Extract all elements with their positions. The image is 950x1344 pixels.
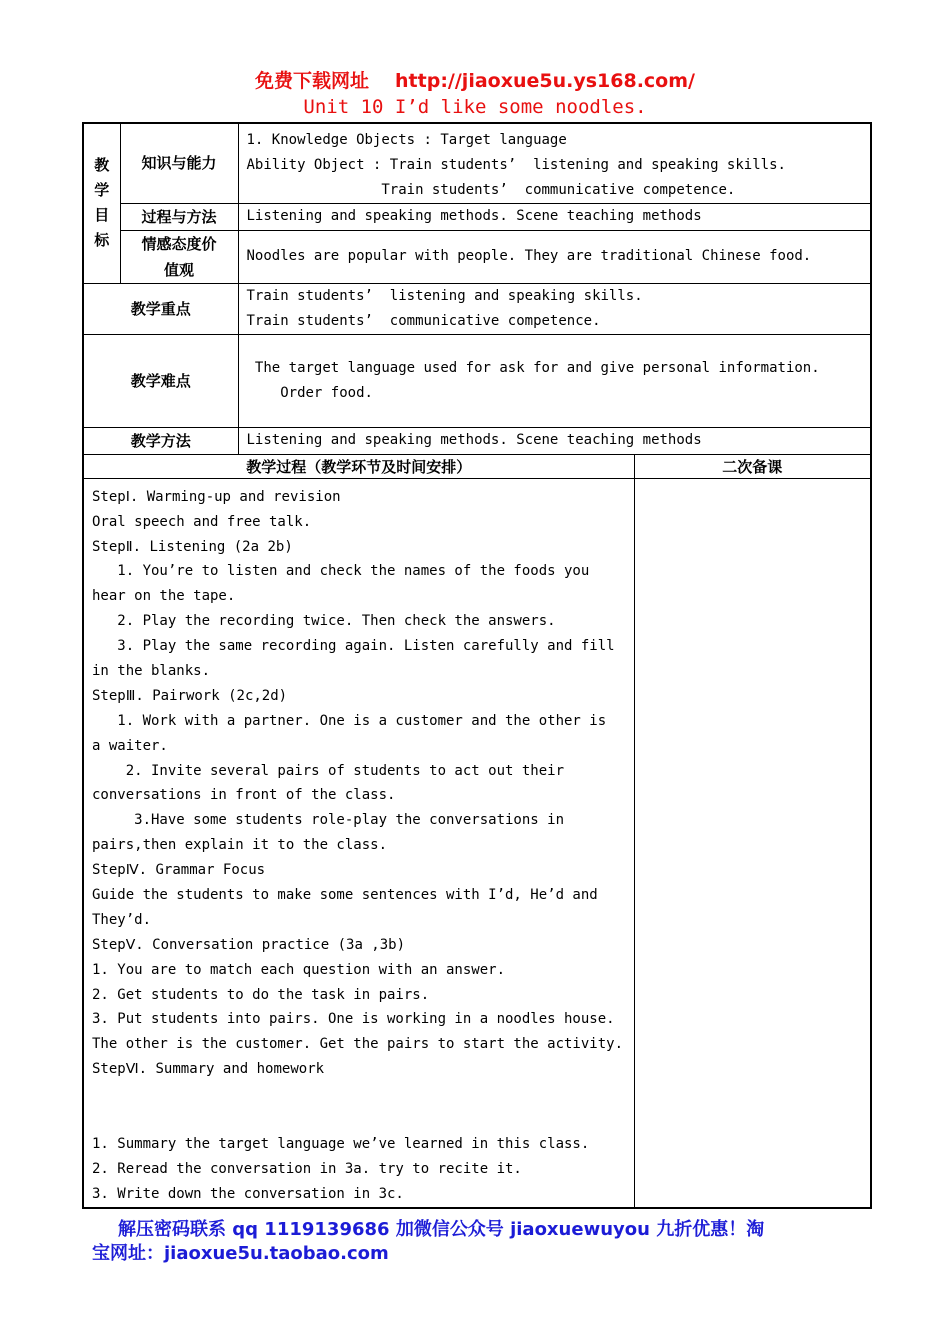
document-title: Unit 10 I’d like some noodles. bbox=[303, 96, 647, 118]
footer-line-1: 解压密码联系 qq 1119139686 加微信公众号 jiaoxuewuyou 九折优惠！淘 bbox=[118, 1219, 765, 1240]
promo-header bbox=[0, 66, 950, 93]
difficult-points-content: The target language used for ask for and give personal information. Order food. bbox=[238, 334, 871, 427]
methods-label: 教学方法 bbox=[83, 427, 238, 454]
lesson-plan-table bbox=[82, 122, 872, 1209]
process-method-text: Listening and speaking methods. Scene teaching methods bbox=[238, 203, 871, 230]
process-header-row bbox=[83, 454, 871, 478]
teaching-process-content: StepⅠ. Warming-up and revision Oral speech and free talk. StepⅡ. Listening (2a 2b) 1. You’re to listen and check the names of the foods you hear on the tape. 2. Play the recording twice. Then check the answers. 3. Play the same recording again. Listen carefully and fill in the blanks. StepⅢ. Pairwork (2c,2d) 1. Work with a partner. One is a customer and the other is a waiter. 2. Invite several pairs of students to act out their conversations in front of the class. 3.Have some students role-play the conversations in pairs,then explain it to the class. StepⅣ. Grammar Focus Guide the students to make some sentences with I’d, He’d and They’d. StepⅤ. Conversation practice (3a ,3b) 1. You are to match each question with an answer. 2. Get students to do the task in pairs. 3. Put students into pairs. One is working in a noodles house. The other is the customer. Get the pairs to start the activity. StepⅥ. Summary and homework 1. Summary the target language we’ve learned in this class. 2. Reread the conversation in 3a. try to recite it. 3. Write down the conversation in 3c. bbox=[83, 478, 634, 1207]
second-prep-column-header: 二次备课 bbox=[634, 454, 871, 478]
process-column-header: 教学过程（教学环节及时间安排） bbox=[83, 454, 634, 478]
key-points-row bbox=[83, 283, 871, 334]
knowledge-label: 知识与能力 bbox=[120, 123, 238, 203]
objectives-emotion-row bbox=[83, 230, 871, 283]
footer-promo bbox=[92, 1218, 852, 1266]
difficult-points-label: 教学难点 bbox=[83, 334, 238, 427]
key-points-content: Train students’ listening and speaking skills. Train students’ communicative competence. bbox=[238, 283, 871, 334]
methods-row bbox=[83, 427, 871, 454]
emotion-label: 情感态度价 值观 bbox=[120, 230, 238, 283]
footer-line-2[interactable]: 宝网址：jiaoxue5u.taobao.com bbox=[92, 1243, 389, 1264]
second-prep-notes-area[interactable] bbox=[634, 478, 871, 1207]
emotion-text: Noodles are popular with people. They are traditional Chinese food. bbox=[238, 230, 871, 283]
key-points-label: 教学重点 bbox=[83, 283, 238, 334]
process-body-row bbox=[83, 478, 871, 1207]
process-method-label: 过程与方法 bbox=[120, 203, 238, 230]
objectives-knowledge-row bbox=[83, 123, 871, 203]
objectives-process-row bbox=[83, 203, 871, 230]
knowledge-content: 1. Knowledge Objects : Target language Ability Object : Train students’ listening and speaking skills. Train students’ communicative competence. bbox=[238, 123, 871, 203]
methods-text: Listening and speaking methods. Scene teaching methods bbox=[238, 427, 871, 454]
download-url-link[interactable]: http://jiaoxue5u.ys168.com/ bbox=[395, 70, 695, 92]
promo-text: 免费下载网址 bbox=[255, 70, 370, 92]
difficult-points-row bbox=[83, 334, 871, 427]
objectives-group-label: 教 学 目 标 bbox=[83, 123, 120, 283]
